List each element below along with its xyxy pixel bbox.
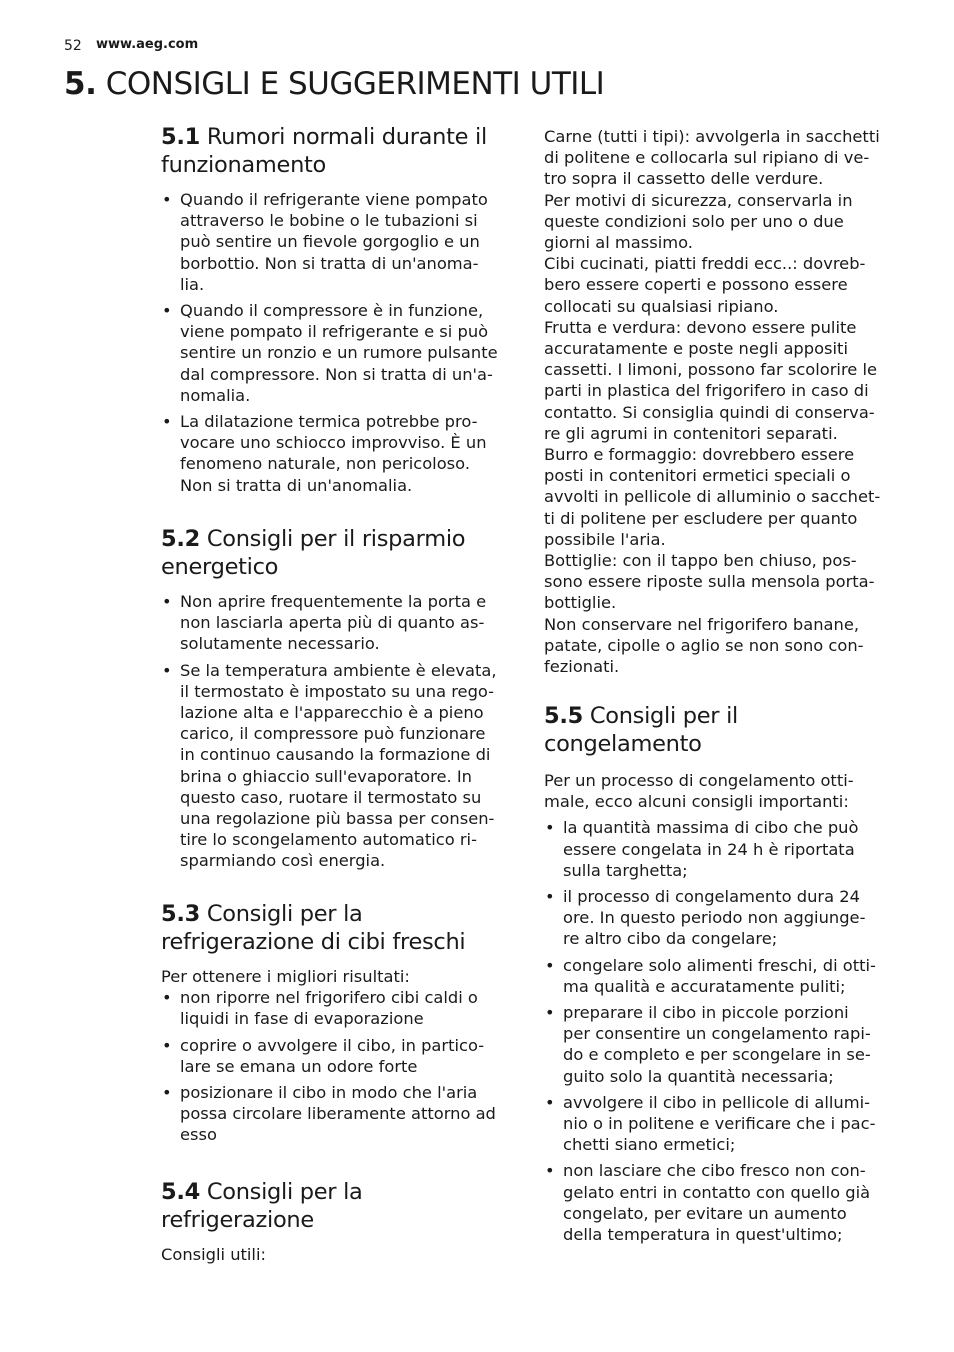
list-item (544, 1160, 900, 1245)
section-5-4-continued (544, 126, 900, 677)
text-line: brina o ghiaccio sull'evaporatore. In (180, 766, 472, 786)
text-line: Bottiglie: con il tappo ben chiuso, pos- (544, 551, 857, 571)
bullet-icon: • (162, 660, 172, 680)
text-line: congelato, per evitare un aumento (563, 1203, 847, 1223)
text-line: tire lo scongelamento automatico ri- (180, 830, 477, 850)
text-line: posizionare il cibo in modo che l'aria (180, 1083, 478, 1103)
bullet-icon: • (162, 1035, 172, 1055)
chapter-number: 5. (64, 66, 97, 102)
bullet-list (544, 817, 900, 1245)
text-line: Quando il compressore è in funzione, (180, 301, 484, 321)
text-line: avvolgere il cibo in pellicole di allumi- (563, 1092, 870, 1112)
section-heading (544, 702, 900, 758)
text-line: gelato entri in contatto con quello già (563, 1182, 871, 1202)
section-5-5 (544, 702, 900, 1250)
text-line: può sentire un fievole gorgoglio e un (180, 232, 480, 252)
text-line: La dilatazione termica potrebbe pro- (180, 412, 478, 432)
text-line: Burro e formaggio: dovrebbero essere (544, 445, 855, 465)
section-5-2 (161, 525, 517, 877)
text-line: esso (180, 1125, 217, 1145)
text-line: re altro cibo da congelare; (563, 929, 778, 949)
bullet-icon: • (545, 887, 555, 907)
text-line: non riporre nel frigorifero cibi caldi o (180, 988, 478, 1008)
bullet-list (161, 189, 517, 496)
heading-line: Consigli per il risparmio (206, 526, 466, 552)
text-line: dal compressore. Non si tratta di un'a- (180, 364, 493, 384)
text-line: per consentire un congelamento rapi- (563, 1024, 871, 1044)
text-line: contatto. Si consiglia quindi di conserva- (544, 402, 875, 422)
text-line: nio o in politene e verificare che i pac- (563, 1114, 876, 1134)
list-item (544, 886, 900, 950)
bullet-icon: • (162, 988, 172, 1008)
section-number: 5.3 (161, 901, 200, 927)
text-line: possibile l'aria. (544, 529, 666, 549)
list-item (161, 411, 517, 496)
text-line: Per un processo di congelamento otti- (544, 771, 854, 790)
text-line: lare se emana un odore forte (180, 1056, 418, 1076)
list-item (161, 591, 517, 655)
text-line: congelare solo alimenti freschi, di otti- (563, 955, 876, 975)
text-line: posti in contenitori ermetici speciali o (544, 466, 851, 486)
text-line: ma qualità e accuratamente puliti; (563, 976, 846, 996)
text-line: una regolazione più bassa per consen- (180, 809, 495, 829)
page-number: 52 (64, 38, 82, 54)
text-line: sono essere riposte sulla mensola porta- (544, 572, 875, 592)
bullet-icon: • (545, 955, 555, 975)
paragraph (544, 126, 900, 677)
heading-line: Rumori normali durante il (206, 124, 487, 150)
text-line: bottiglie. (544, 593, 617, 613)
bullet-icon: • (162, 412, 172, 432)
list-item (161, 1035, 517, 1077)
heading-line: Consigli per il (589, 703, 739, 729)
heading-line: funzionamento (161, 152, 327, 178)
text-line: accuratamente e poste negli appositi (544, 339, 848, 359)
text-line: fenomeno naturale, non pericoloso. (180, 454, 470, 474)
heading-line: refrigerazione (161, 1207, 314, 1233)
section-heading (161, 900, 517, 956)
text-line: la quantità massima di cibo che può (563, 818, 859, 838)
section-number: 5.5 (544, 703, 583, 729)
text-line: Cibi cucinati, piatti freddi ecc..: dovreb- (544, 254, 866, 274)
text-line: sparmiando così energia. (180, 851, 386, 871)
text-line: preparare il cibo in piccole porzioni (563, 1003, 849, 1023)
text-line: Carne (tutti i tipi): avvolgerla in sacchetti (544, 127, 880, 146)
text-line: della temperatura in quest'ultimo; (563, 1225, 843, 1245)
text-line: sentire un ronzio e un rumore pulsante (180, 343, 498, 363)
text-line: possa circolare liberamente attorno ad (180, 1104, 496, 1124)
text-line: Non si tratta di un'anomalia. (180, 475, 413, 495)
section-intro: Per ottenere i migliori risultati: (161, 967, 410, 986)
heading-line: congelamento (544, 731, 702, 757)
text-line: nomalia. (180, 385, 251, 405)
text-line: male, ecco alcuni consigli importanti: (544, 792, 849, 812)
section-number: 5.4 (161, 1179, 200, 1205)
bullet-list (161, 591, 517, 872)
heading-line: refrigerazione di cibi freschi (161, 929, 466, 955)
text-line: lia. (180, 274, 205, 294)
list-item (544, 817, 900, 881)
text-line: viene pompato il refrigerante e si può (180, 322, 489, 342)
list-item (544, 955, 900, 997)
section-heading (161, 123, 517, 179)
text-line: non lasciarla aperta più di quanto as- (180, 613, 485, 633)
text-line: in continuo causando la formazione di (180, 745, 491, 765)
list-item (544, 1002, 900, 1087)
text-line: borbottio. Non si tratta di un'anoma- (180, 253, 479, 273)
text-line: coprire o avvolgere il cibo, in partico- (180, 1035, 485, 1055)
bullet-list (161, 987, 517, 1145)
text-line: lazione alta e l'apparecchio è a pieno (180, 703, 484, 723)
text-line: carico, il compressore può funzionare (180, 724, 486, 744)
text-line: vocare uno schiocco improvviso. È un (180, 433, 487, 453)
text-line: giorni al massimo. (544, 233, 693, 253)
bullet-icon: • (162, 190, 172, 209)
text-line: avvolti in pellicole di alluminio o sacchet- (544, 487, 881, 507)
list-item (161, 300, 517, 406)
section-number: 5.2 (161, 526, 200, 552)
text-line: cassetti. I limoni, possono far scolorire le (544, 360, 878, 380)
text-line: queste condizioni solo per uno o due (544, 211, 844, 231)
list-item (161, 987, 517, 1029)
chapter-title-text: CONSIGLI E SUGGERIMENTI UTILI (105, 66, 605, 102)
text-line: il processo di congelamento dura 24 (563, 887, 860, 907)
text-line: patate, cipolle o aglio se non sono con- (544, 635, 864, 655)
section-5-1 (161, 123, 517, 501)
text-line: sulla targhetta; (563, 860, 688, 880)
section-5-4 (161, 1178, 517, 1265)
section-intro: Consigli utili: (161, 1245, 266, 1264)
text-line: re gli agrumi in contenitori separati. (544, 423, 838, 443)
section-heading (161, 1178, 517, 1234)
website-url: www.aeg.com (96, 37, 199, 52)
text-line: tro sopra il cassetto delle verdure. (544, 169, 824, 189)
text-line: bero essere coperti e possono essere (544, 275, 848, 295)
text-line: Per motivi di sicurezza, conservarla in (544, 190, 853, 210)
text-line: Se la temperatura ambiente è elevata, (180, 660, 497, 680)
text-line: fezionati. (544, 657, 620, 677)
text-line: essere congelata in 24 h è riportata (563, 839, 855, 859)
heading-line: energetico (161, 554, 279, 580)
bullet-icon: • (545, 818, 555, 838)
text-line: il termostato è impostato su una rego- (180, 681, 495, 701)
text-line: non lasciare che cibo fresco non con- (563, 1161, 866, 1181)
text-line: di politene e collocarla sul ripiano di ve- (544, 148, 870, 168)
chapter-title (64, 66, 604, 102)
heading-line: Consigli per la (206, 1179, 363, 1205)
text-line: attraverso le bobine o le tubazioni si (180, 211, 478, 231)
text-line: Non conservare nel frigorifero banane, (544, 614, 860, 634)
list-item (161, 189, 517, 295)
bullet-icon: • (162, 1083, 172, 1103)
section-5-3 (161, 900, 517, 1151)
text-line: parti in plastica del frigorifero in caso di (544, 381, 869, 401)
bullet-icon: • (545, 1003, 555, 1023)
list-item (544, 1092, 900, 1156)
list-item (161, 660, 517, 872)
text-line: liquidi in fase di evaporazione (180, 1009, 424, 1029)
text-line: ore. In questo periodo non aggiunge- (563, 908, 866, 928)
list-item (161, 1082, 517, 1146)
text-line: Non aprire frequentemente la porta e (180, 592, 487, 611)
section-heading (161, 525, 517, 581)
bullet-icon: • (162, 301, 172, 321)
bullet-icon: • (545, 1092, 555, 1112)
text-line: ti di politene per escludere per quanto (544, 508, 858, 528)
section-intro (544, 770, 900, 812)
text-line: Quando il refrigerante viene pompato (180, 190, 488, 209)
text-line: guito solo la quantità necessaria; (563, 1066, 834, 1086)
text-line: do e completo e per scongelare in se- (563, 1045, 871, 1065)
text-line: collocati su qualsiasi ripiano. (544, 296, 779, 316)
heading-line: Consigli per la (206, 901, 363, 927)
text-line: questo caso, ruotare il termostato su (180, 787, 482, 807)
bullet-icon: • (162, 592, 172, 611)
bullet-icon: • (545, 1161, 555, 1181)
section-number: 5.1 (161, 124, 200, 150)
text-line: Frutta e verdura: devono essere pulite (544, 317, 857, 337)
text-line: solutamente necessario. (180, 634, 380, 654)
text-line: chetti siano ermetici; (563, 1135, 736, 1155)
